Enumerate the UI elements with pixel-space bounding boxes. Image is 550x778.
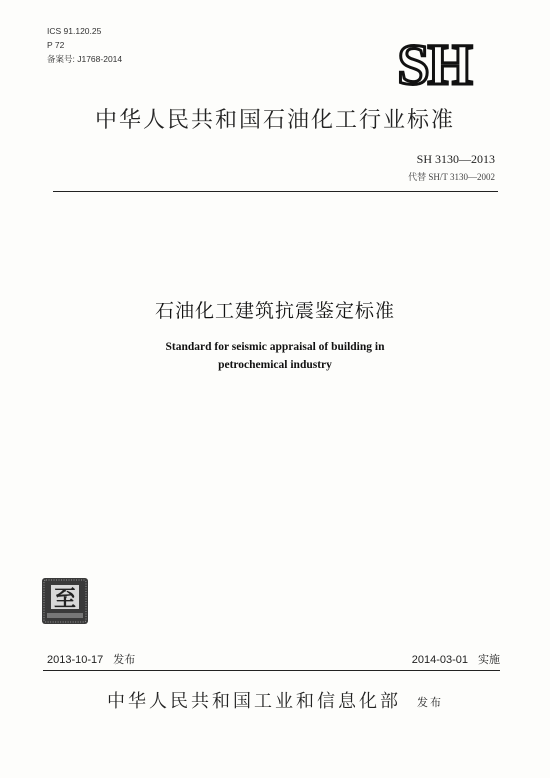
sh-logo — [372, 38, 496, 90]
sh-logo-text: SH — [397, 38, 471, 90]
issue-date-line — [47, 651, 135, 667]
standard-type-heading: 中华人民共和国石油化工行业标准 — [94, 108, 455, 133]
effective-date-line — [412, 651, 500, 667]
record-number: 备案号: J1768-2014 — [47, 54, 123, 64]
ics-code: ICS 91.120.25 — [47, 26, 102, 36]
standard-code — [408, 152, 495, 183]
meta-block — [47, 24, 122, 66]
classification-code: P 72 — [47, 40, 65, 50]
issue-date: 2013-10-17 — [47, 654, 104, 666]
issuer-action: 发布 — [417, 696, 443, 709]
title-en-line1: Standard for seismic appraisal of building in — [165, 341, 385, 353]
issuer-name: 中华人民共和国工业和信息化部 — [107, 691, 401, 712]
seal-character: 至 — [53, 586, 77, 612]
effective-label: 实施 — [478, 654, 500, 666]
issuer-line — [0, 687, 550, 713]
effective-date: 2014-03-01 — [411, 654, 468, 666]
top-divider — [53, 191, 498, 192]
publisher-seal — [41, 577, 89, 625]
standard-number: SH 3130—2013 — [416, 152, 495, 166]
replaces-standard: 代替 SH/T 3130—2002 — [408, 172, 495, 182]
issue-label: 发布 — [113, 654, 136, 666]
title-en — [0, 338, 550, 374]
title-zh: 石油化工建筑抗震鉴定标准 — [154, 300, 395, 322]
title-en-line2: petrochemical industry — [218, 359, 332, 371]
bottom-divider — [43, 670, 500, 671]
